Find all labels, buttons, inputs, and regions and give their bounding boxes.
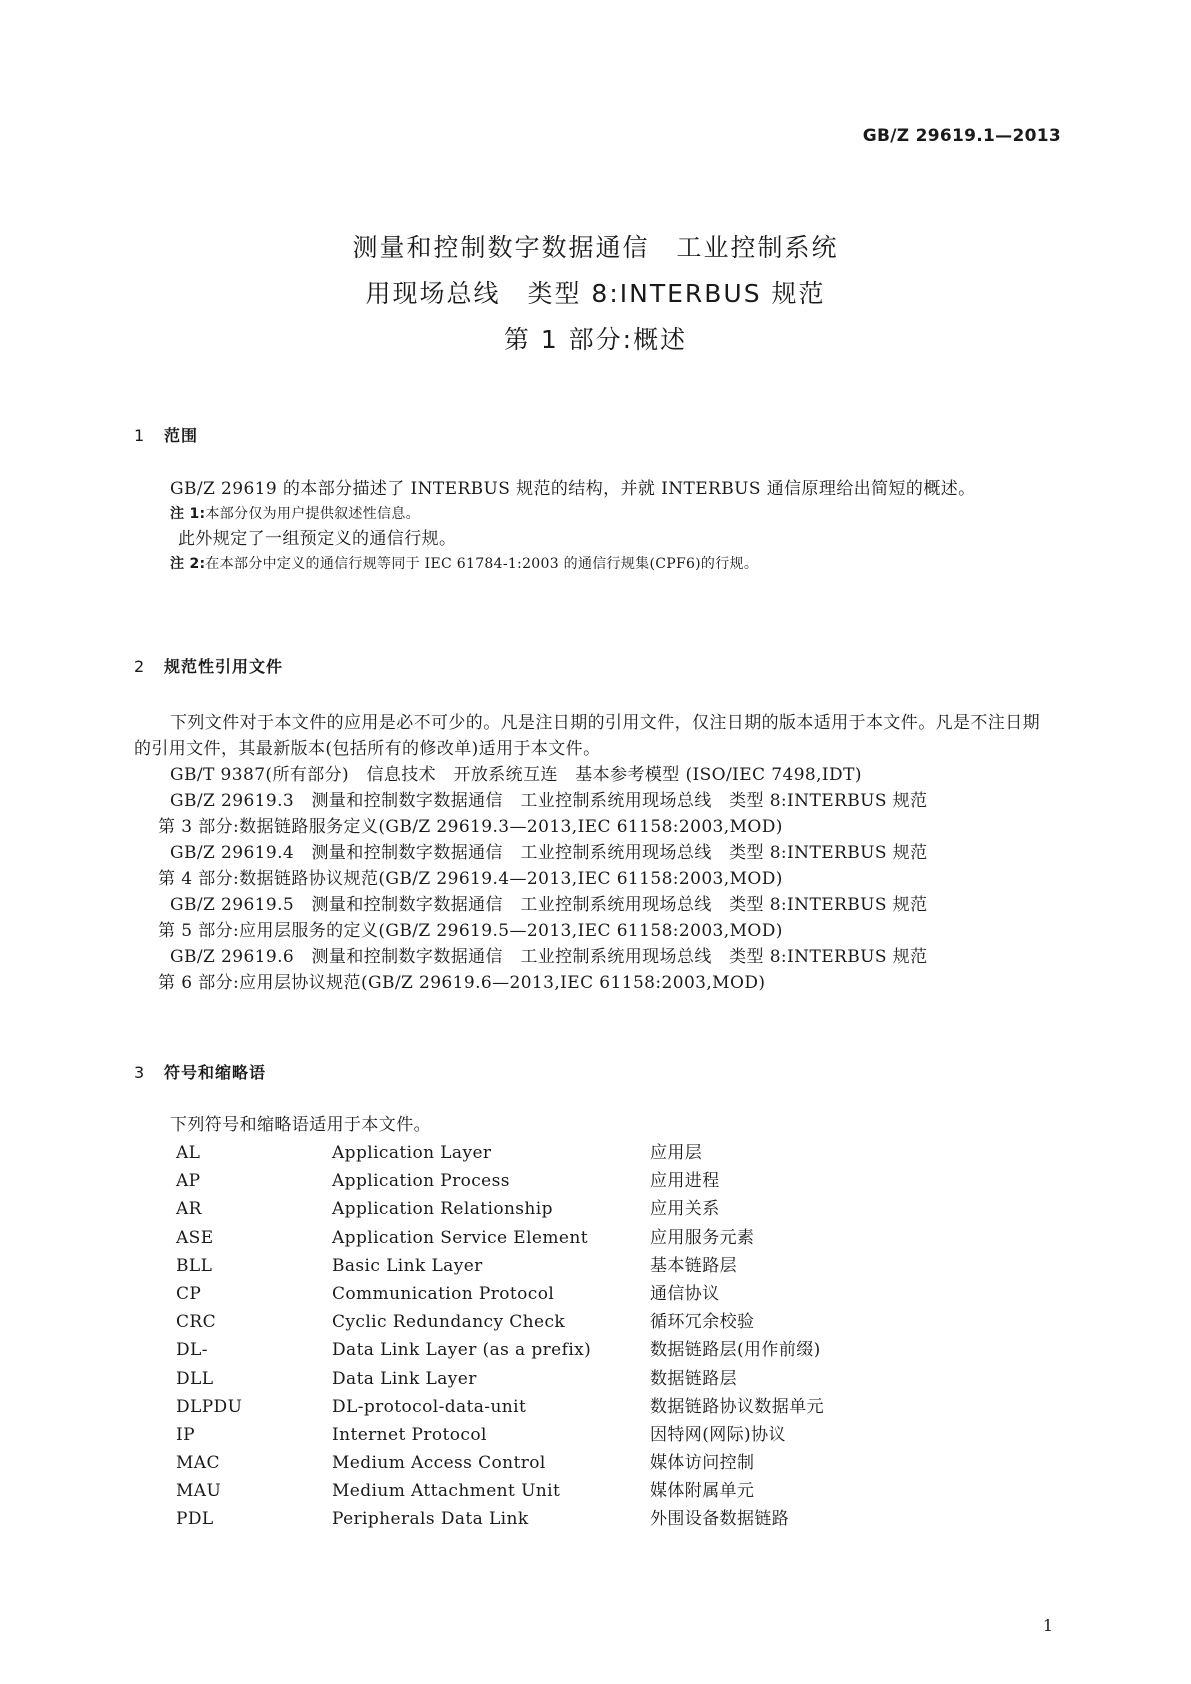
english-term: Data Link Layer bbox=[332, 1368, 477, 1389]
chinese-term: 应用关系 bbox=[650, 1199, 720, 1220]
section-2-title: 规范性引用文件 bbox=[164, 657, 284, 676]
title-line-2: 用现场总线 类型 8:INTERBUS 规范 bbox=[365, 279, 826, 308]
english-term: Application Service Element bbox=[332, 1227, 588, 1248]
english-term: Cyclic Redundancy Check bbox=[332, 1312, 566, 1333]
chinese-term: 基本链路层 bbox=[650, 1255, 737, 1276]
chinese-term: 媒体附属单元 bbox=[650, 1481, 755, 1502]
chinese-term: 数据链路协议数据单元 bbox=[650, 1396, 824, 1417]
abbreviation-row bbox=[176, 1308, 950, 1336]
note-1 bbox=[170, 502, 1057, 526]
abbreviation-row bbox=[176, 1252, 950, 1280]
section-1-heading bbox=[134, 423, 198, 446]
abbreviation: CP bbox=[176, 1283, 202, 1304]
note-2 bbox=[170, 552, 1057, 576]
page-number: 1 bbox=[1042, 1616, 1053, 1635]
chinese-term: 通信协议 bbox=[650, 1283, 720, 1304]
abbreviation: PDL bbox=[176, 1509, 214, 1530]
abbreviation: DL- bbox=[176, 1340, 208, 1361]
note-2-label: 注 2: bbox=[170, 556, 206, 572]
abbreviation-row bbox=[176, 1365, 950, 1393]
section-3-intro-block bbox=[134, 1112, 1057, 1138]
abbreviation-row bbox=[176, 1449, 950, 1477]
abbreviation-row bbox=[176, 1280, 950, 1308]
english-term: Internet Protocol bbox=[332, 1424, 487, 1445]
english-term: DL-protocol-data-unit bbox=[332, 1396, 527, 1417]
abbreviation: AP bbox=[176, 1171, 201, 1192]
reference-item-continuation: 第 5 部分:应用层服务的定义(GB/Z 29619.5—2013,IEC 61158:2003,MOD) bbox=[158, 921, 783, 941]
abbreviation-table bbox=[176, 1139, 950, 1534]
abbreviation: DLL bbox=[176, 1368, 214, 1389]
reference-item-continuation: 第 6 部分:应用层协议规范(GB/Z 29619.6—2013,IEC 61158:2003,MOD) bbox=[158, 973, 766, 993]
section-2-intro: 下列文件对于本文件的应用是必不可少的。凡是注日期的引用文件，仅注日期的版本适用于本文件。凡是不注日期的引用文件，其最新版本(包括所有的修改单)适用于本文件。 bbox=[134, 713, 1040, 759]
reference-item: GB/T 9387(所有部分) 信息技术 开放系统互连 基本参考模型 (ISO/IEC 7498,IDT) bbox=[170, 765, 862, 785]
abbreviation-row bbox=[176, 1139, 950, 1167]
english-term: Application Layer bbox=[332, 1143, 492, 1163]
english-term: Application Relationship bbox=[332, 1199, 553, 1220]
section-1-number: 1 bbox=[134, 426, 146, 445]
abbreviation-row bbox=[176, 1505, 950, 1533]
note-1-text: 本部分仅为用户提供叙述性信息。 bbox=[205, 506, 420, 522]
chinese-term: 数据链路层 bbox=[650, 1368, 737, 1389]
title-line-1: 测量和控制数字数据通信 工业控制系统 bbox=[352, 233, 839, 262]
section-1-body bbox=[134, 476, 1057, 576]
abbreviation-row bbox=[176, 1167, 950, 1195]
abbreviation: ASE bbox=[176, 1227, 214, 1248]
reference-item-continuation: 第 4 部分:数据链路协议规范(GB/Z 29619.4—2013,IEC 61158:2003,MOD) bbox=[158, 869, 783, 889]
section-3-number: 3 bbox=[134, 1063, 146, 1082]
english-term: Basic Link Layer bbox=[332, 1255, 483, 1276]
abbreviation: AR bbox=[176, 1199, 202, 1220]
chinese-term: 数据链路层(用作前缀) bbox=[650, 1340, 821, 1361]
title-line-3: 第 1 部分:概述 bbox=[503, 325, 688, 354]
chinese-term: 循环冗余校验 bbox=[650, 1312, 755, 1333]
section-2-number: 2 bbox=[134, 657, 146, 676]
standard-number: GB/Z 29619.1—2013 bbox=[862, 126, 1061, 146]
reference-item: GB/Z 29619.3 测量和控制数字数据通信 工业控制系统用现场总线 类型 8:INTERBUS 规范 bbox=[170, 791, 928, 811]
note-1-label: 注 1: bbox=[170, 506, 206, 522]
section-3-intro: 下列符号和缩略语适用于本文件。 bbox=[170, 1115, 431, 1135]
chinese-term: 外围设备数据链路 bbox=[650, 1509, 790, 1530]
chinese-term: 因特网(网际)协议 bbox=[650, 1424, 786, 1445]
section-1-paragraph-2: 此外规定了一组预定义的通信行规。 bbox=[178, 529, 457, 549]
abbreviation-row bbox=[176, 1421, 950, 1449]
abbreviation: MAU bbox=[176, 1481, 222, 1502]
abbreviation-row bbox=[176, 1393, 950, 1421]
reference-item-continuation: 第 3 部分:数据链路服务定义(GB/Z 29619.3—2013,IEC 61158:2003,MOD) bbox=[158, 817, 783, 837]
english-term: Data Link Layer (as a prefix) bbox=[332, 1340, 592, 1361]
abbreviation: DLPDU bbox=[176, 1396, 243, 1417]
abbreviation: CRC bbox=[176, 1312, 217, 1333]
english-term: Peripherals Data Link bbox=[332, 1509, 529, 1530]
document-title bbox=[0, 225, 1191, 363]
abbreviation-row bbox=[176, 1224, 950, 1252]
section-2-body bbox=[134, 710, 1057, 996]
section-1-paragraph: GB/Z 29619 的本部分描述了 INTERBUS 规范的结构，并就 INTERBUS 通信原理给出简短的概述。 bbox=[170, 479, 976, 499]
abbreviation: IP bbox=[176, 1424, 195, 1445]
abbreviation-row bbox=[176, 1336, 950, 1364]
english-term: Medium Access Control bbox=[332, 1453, 546, 1474]
english-term: Communication Protocol bbox=[332, 1283, 555, 1304]
abbreviation: AL bbox=[176, 1143, 201, 1163]
english-term: Medium Attachment Unit bbox=[332, 1481, 561, 1502]
note-2-text: 在本部分中定义的通信行规等同于 IEC 61784-1:2003 的通信行规集(CPF6)的行规。 bbox=[205, 556, 759, 572]
section-3-title: 符号和缩略语 bbox=[164, 1063, 267, 1082]
abbreviation-row bbox=[176, 1477, 950, 1505]
section-1-title: 范围 bbox=[164, 426, 199, 445]
reference-item: GB/Z 29619.4 测量和控制数字数据通信 工业控制系统用现场总线 类型 8:INTERBUS 规范 bbox=[170, 843, 928, 863]
reference-item: GB/Z 29619.5 测量和控制数字数据通信 工业控制系统用现场总线 类型 8:INTERBUS 规范 bbox=[170, 895, 928, 915]
chinese-term: 媒体访问控制 bbox=[650, 1453, 755, 1474]
abbreviation: MAC bbox=[176, 1453, 220, 1474]
chinese-term: 应用层 bbox=[650, 1143, 703, 1163]
abbreviation-row bbox=[176, 1195, 950, 1223]
chinese-term: 应用进程 bbox=[650, 1171, 720, 1192]
chinese-term: 应用服务元素 bbox=[650, 1227, 755, 1248]
abbreviation: BLL bbox=[176, 1255, 213, 1276]
section-2-heading bbox=[134, 654, 283, 677]
reference-item: GB/Z 29619.6 测量和控制数字数据通信 工业控制系统用现场总线 类型 8:INTERBUS 规范 bbox=[170, 947, 928, 967]
section-3-heading bbox=[134, 1060, 266, 1083]
english-term: Application Process bbox=[332, 1171, 510, 1192]
